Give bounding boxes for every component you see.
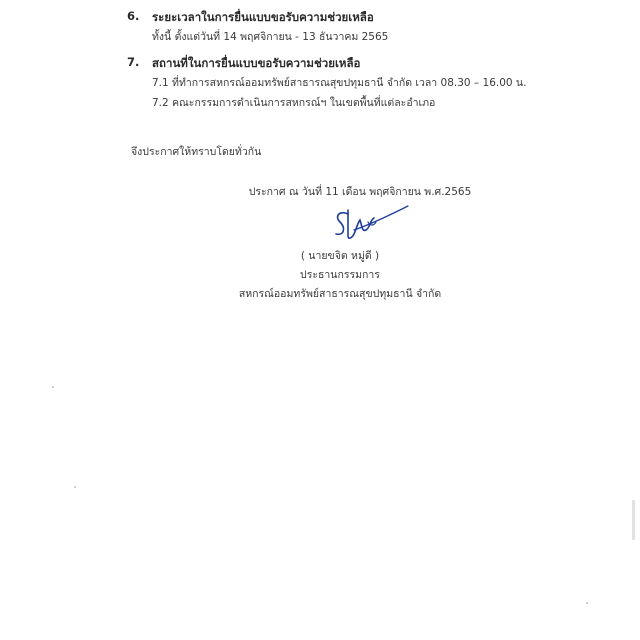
signer-name: ( นายขจิต หมู่ดี ) [300,250,380,262]
scan-speck [52,386,54,388]
scan-speck [74,486,76,488]
section-6-title: ระยะเวลาในการยื่นแบบขอรับความช่วยเหลือ [152,10,374,24]
announcement-date: ประกาศ ณ วันที่ 11 เดือน พฤศจิกายน พ.ศ.2565 [248,186,472,198]
signer-organization: สหกรณ์ออมทรัพย์สาธารณสุขปทุมธานี จำกัด [238,288,442,300]
scan-edge-mark [632,500,635,540]
section-7-title: สถานที่ในการยื่นแบบขอรับความช่วยเหลือ [152,56,361,70]
section-7-number: 7. [127,55,140,69]
section-7-line-1: 7.1 ที่ทำการสหกรณ์ออมทรัพย์สาธารณสุขปทุมธานี จำกัด เวลา 08.30 – 16.00 น. [152,77,527,89]
signer-position: ประธานกรรมการ [300,269,380,281]
closing-statement: จึงประกาศให้ทราบโดยทั่วกัน [131,146,262,158]
scan-speck [586,602,588,604]
signature-icon [318,200,418,248]
section-6-line-1: ทั้งนี้ ตั้งแต่วันที่ 14 พฤศจิกายน - 13 ธันวาคม 2565 [152,31,389,43]
section-6-number: 6. [127,9,140,23]
section-7-line-2: 7.2 คณะกรรมการดำเนินการสหกรณ์ฯ ในเขตพื้นที่แต่ละอำเภอ [152,97,436,109]
